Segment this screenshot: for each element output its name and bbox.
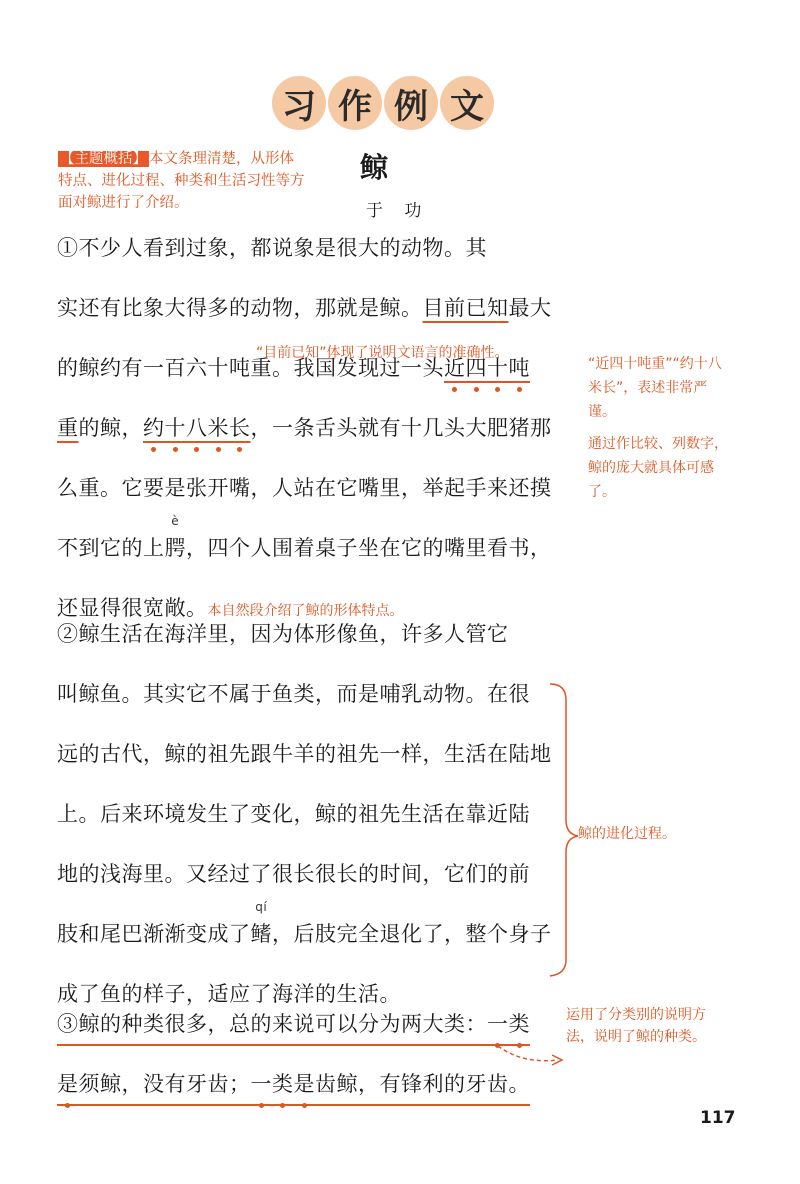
page-number: 117: [700, 1108, 736, 1128]
banner-char: 作: [328, 76, 382, 130]
text-span: 的鲸约有一百六十吨重。我国发现过一头: [57, 356, 444, 380]
text-line: 叫鲸鱼。其实它不属于鱼类，而是哺乳动物。在很: [57, 682, 530, 706]
emphasis-char: 一: [487, 1012, 509, 1036]
text-span: 腭: [164, 536, 186, 560]
inline-annotation: 本自然段介绍了鲸的形体特点。: [207, 603, 404, 619]
margin-note: “近四十吨重”“约十八米长”，表述非常严谨。: [588, 356, 722, 420]
emphasis-char: 类: [272, 1072, 294, 1096]
text-line: 么重。它要是张开嘴，人站在它嘴里，举起手来还摸: [57, 476, 552, 500]
text-span: 齿鲸，有锋利的牙齿。: [315, 1072, 530, 1096]
article-title: 鲸: [360, 151, 389, 184]
text-span: 须鲸，没有牙齿；: [78, 1072, 251, 1096]
text-span: ，四个人围着桌子坐在它的嘴里看书，: [186, 536, 552, 560]
text-span: 最大: [508, 296, 552, 320]
text-span: 实还有比象大得多的动物，那就是鲸。: [57, 296, 423, 320]
emphasis-char: 八: [186, 416, 208, 440]
emphasis-char: 约: [143, 416, 165, 440]
text-span: 不到它的上: [57, 536, 165, 560]
margin-note: 鲸的进化过程。: [578, 826, 676, 842]
dashed-arrow: [498, 1046, 558, 1061]
text-span: ，后肢完全退化了，整个身子: [272, 922, 552, 946]
banner-char: 文: [440, 76, 494, 130]
text-line: 上。后来环境发生了变化，鲸的祖先生活在靠近陆: [57, 802, 530, 826]
text-span: ③: [57, 1012, 79, 1036]
emphasis-char: 吨: [508, 356, 530, 380]
emphasis-char: 长: [229, 416, 251, 440]
banner-char: 习: [272, 76, 326, 130]
emphasis-char: 近: [444, 356, 466, 380]
margin-note: “目前已知”体现了说明文语言的准确性。: [256, 345, 509, 361]
emphasis-char: 米: [207, 416, 229, 440]
emphasized-phrase: 重: [57, 416, 79, 440]
text-span: 还显得很宽敞。: [57, 596, 208, 620]
text-line: 远的古代，鲸的祖先跟牛羊的祖先一样，生活在陆地: [57, 742, 552, 766]
pinyin-annotation: qí: [255, 900, 268, 914]
emphasis-char: 十: [487, 356, 509, 380]
emphasis-char: 一: [250, 1072, 272, 1096]
text-span: 肢和尾巴渐渐变成了: [57, 922, 251, 946]
underlined-phrase: 目前已知: [422, 296, 509, 320]
theme-text: 本文条理清楚，从形体特点、进化过程、种类和生活习性等方面对鲸进行了介绍。: [58, 151, 305, 211]
emphasis-char: 是: [57, 1072, 79, 1096]
banner-char: 例: [384, 76, 438, 130]
text-line: 成了鱼的样子，适应了海洋的生活。: [57, 982, 401, 1006]
article-author: 于 功: [366, 201, 430, 221]
text-span: 鲸的种类很多，总的来说可以分为两大类：: [78, 1012, 487, 1036]
text-span: 鳍: [250, 922, 272, 946]
theme-tag: 【主题概括】: [60, 151, 147, 167]
emphasis-char: 是: [293, 1072, 315, 1096]
emphasis-char: 类: [508, 1012, 530, 1036]
text-span: 的鲸，: [78, 416, 143, 440]
text-line: ①不少人看到过象，都说象是很大的动物。其: [57, 236, 487, 260]
text-line: ②鲸生活在海洋里，因为体形像鱼，许多人管它: [57, 622, 509, 646]
margin-note: 运用了分类别的说明方法，说明了鲸的种类。: [566, 1007, 706, 1045]
emphasis-char: 四: [465, 356, 487, 380]
text-line: 地的浅海里。又经过了很长很长的时间，它们的前: [57, 862, 530, 886]
emphasis-char: 十: [164, 416, 186, 440]
paragraph-bracket: [550, 684, 578, 976]
pinyin-annotation: è: [171, 514, 180, 528]
margin-note: 通过作比较、列数字，鲸的庞大就具体可感了。: [588, 436, 728, 500]
text-span: ，一条舌头就有十几头大肥猪那: [250, 416, 552, 440]
